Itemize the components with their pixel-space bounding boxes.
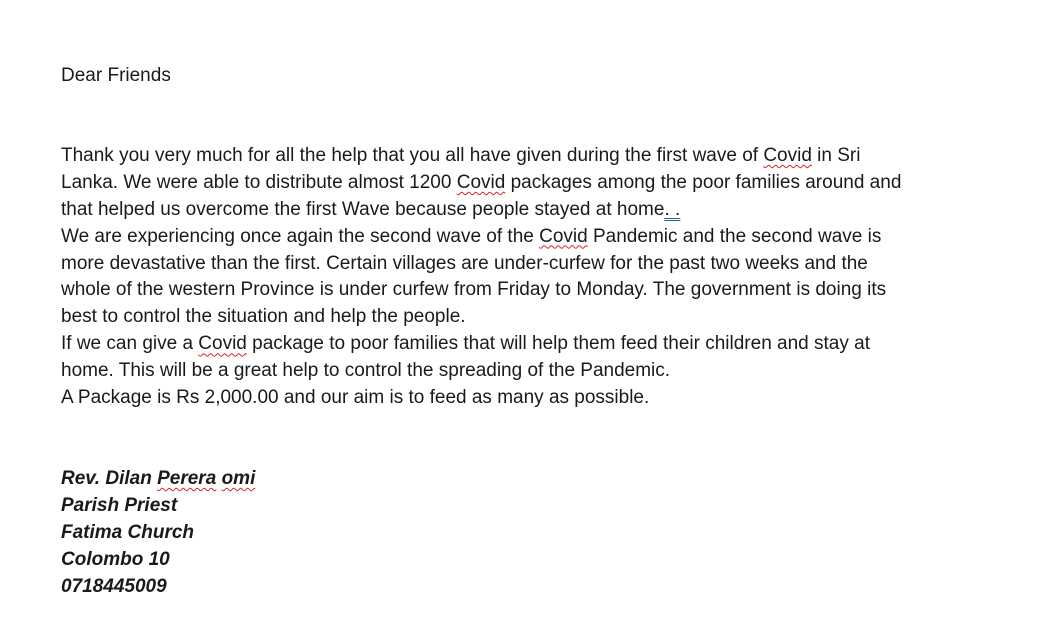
text-line: Lanka. We were able to distribute almost 1200 Covid packages among the poor families around and: [61, 171, 902, 193]
signature-city: Colombo 10: [61, 548, 170, 570]
spelling-flag[interactable]: Covid: [539, 225, 588, 247]
signature-title: Parish Priest: [61, 494, 178, 516]
text-line: Thank you very much for all the help that you all have given during the first wave of Covid in Sri: [61, 144, 861, 166]
spelling-flag[interactable]: Covid: [198, 333, 247, 355]
text-line: best to control the situation and help the people.: [61, 306, 466, 328]
spelling-flag[interactable]: omi: [221, 467, 256, 489]
spelling-flag[interactable]: Covid: [763, 144, 812, 166]
spelling-flag[interactable]: Covid: [456, 171, 506, 193]
paragraph-cost: A Package is Rs 2,000.00 and our aim is to feed as many as possible.: [61, 387, 650, 409]
paragraph-second-wave: [61, 224, 961, 332]
text-line: We are experiencing once again the second wave of the Covid Pandemic and the second wave is: [61, 225, 882, 247]
spelling-flag[interactable]: Perera: [157, 467, 217, 489]
signature-name: Rev. Dilan Perera omi: [61, 467, 256, 489]
text-line: more devastative than the first. Certain villages are under-curfew for the past two weeks and the: [61, 252, 868, 274]
text-line: home. This will be a great help to control the spreading of the Pandemic.: [61, 360, 671, 382]
greeting: Dear Friends: [61, 65, 171, 86]
paragraph-thanks: [61, 143, 961, 224]
text-line: that helped us overcome the first Wave because people stayed at home. .: [61, 198, 681, 220]
signature-church: Fatima Church: [61, 521, 195, 543]
paragraph-package: [61, 331, 961, 385]
text-line: whole of the western Province is under curfew from Friday to Monday. The government is doing its: [61, 279, 887, 301]
grammar-flag[interactable]: . .: [664, 198, 681, 220]
signature-phone: 0718445009: [61, 575, 167, 597]
document-body: [61, 63, 961, 601]
text-line: If we can give a Covid package to poor families that will help them feed their children and stay at: [61, 333, 870, 355]
blank-lines: [61, 412, 961, 466]
signature-block: [61, 466, 961, 601]
